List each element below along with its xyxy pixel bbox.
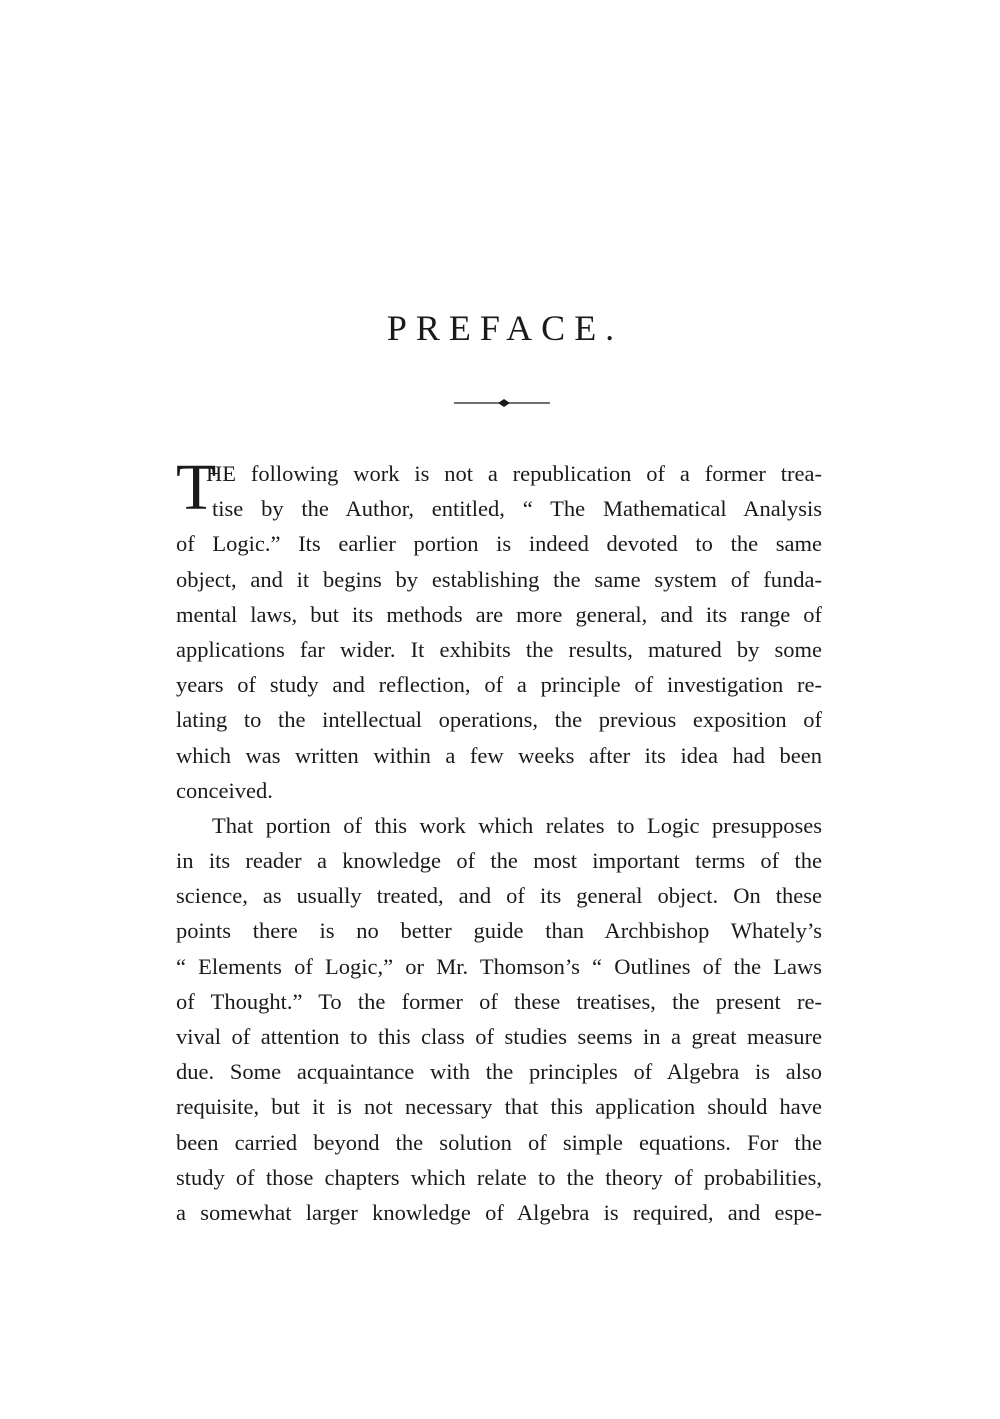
text-line: object, and it begins by establishing the same system of funda- (176, 566, 822, 592)
text-line: a somewhat larger knowledge of Algebra is required, and espe- (176, 1199, 822, 1225)
text-line: points there is no better guide than Archbishop Whately’s (176, 918, 822, 944)
text-line: in its reader a knowledge of the most important terms of the (176, 848, 822, 874)
text-line: been carried beyond the solution of simple equations. For the (176, 1129, 822, 1155)
text-line: vival of attention to this class of studies seems in a great measure (176, 1024, 822, 1049)
text-line: of Thought.” To the former of these treatises, the present re- (176, 988, 822, 1014)
text-line: which was written within a few weeks after its idea had been (176, 742, 822, 768)
ornamental-rule (454, 396, 550, 410)
paragraph-2 (176, 808, 822, 1230)
text-line: due. Some acquaintance with the principles of Algebra is also (176, 1059, 822, 1085)
text-line: of Logic.” Its earlier portion is indeed devoted to the same (176, 531, 822, 557)
text-line: tise by the Author, entitled, “ The Mathematical Analysis (212, 496, 822, 522)
page-title: PREFACE. (386, 308, 624, 348)
paragraph-1 (176, 451, 822, 808)
text-line: requisite, but it is not necessary that this application should have (176, 1094, 822, 1120)
body-text (176, 451, 822, 1230)
text-line: lating to the intellectual operations, the previous exposition of (176, 707, 822, 733)
text-line: study of those chapters which relate to the theory of probabilities, (176, 1164, 822, 1190)
drop-cap: T (176, 451, 217, 524)
text-line: years of study and reflection, of a principle of investigation re- (176, 672, 822, 698)
text-line: applications far wider. It exhibits the results, matured by some (176, 636, 822, 662)
text-line: “ Elements of Logic,” or Mr. Thomson’s “ Outlines of the Laws (176, 953, 822, 979)
text-line: conceived. (176, 777, 273, 803)
text-line: mental laws, but its methods are more general, and its range of (176, 601, 822, 627)
text-line: science, as usually treated, and of its general object. On these (176, 883, 822, 909)
text-line: HE following work is not a republication of a former trea- (206, 461, 822, 486)
text-line: That portion of this work which relates to Logic presupposes (212, 812, 822, 838)
